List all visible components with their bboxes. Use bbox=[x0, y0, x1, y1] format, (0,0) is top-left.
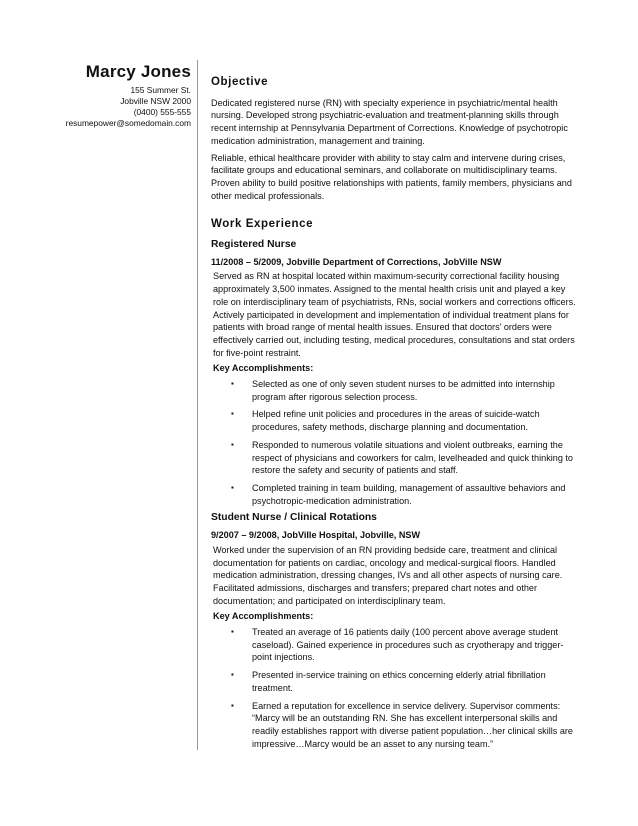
objective-paragraph: Dedicated registered nurse (RN) with specialty experience in psychiatric/mental health nursing. Developed strong psychiatric-evaluation and treatment-planning skills through recent internship at Pennsylvania Department of Corrections. Knowledge of psychotropic medication administration, management and training. bbox=[211, 97, 568, 146]
address-line-1: 155 Summer St. bbox=[130, 85, 191, 95]
address-line-2: Jobville NSW 2000 bbox=[120, 96, 191, 106]
bullet-icon: ▪ bbox=[231, 439, 234, 449]
objective-section bbox=[211, 76, 581, 202]
candidate-name: Marcy Jones bbox=[85, 62, 191, 81]
resume-body bbox=[211, 76, 581, 755]
job-title: Student Nurse / Clinical Rotations bbox=[211, 512, 377, 524]
accomplishment-text: Treated an average of 16 patients daily (100 percent above average student caseload). Gained experience in procedures such as cryotherapy and trigger-point injections. bbox=[252, 627, 564, 663]
job-title: Registered Nurse bbox=[211, 239, 297, 251]
accomplishments-list bbox=[211, 626, 581, 750]
bullet-icon: ▪ bbox=[231, 409, 234, 419]
accomplishments-list bbox=[211, 378, 581, 507]
bullet-icon: ▪ bbox=[231, 700, 234, 710]
job-dates-employer: 9/2007 – 9/2008, JobVille Hospital, Jobville, NSW bbox=[211, 530, 421, 541]
accomplishment-text: Helped refine unit policies and procedures in the areas of suicide-watch procedures, safety methods, discharge planning and documentation. bbox=[252, 409, 540, 433]
accomplishment-text: Completed training in team building, management of assaultive behaviors and psychotropic-medication administration. bbox=[252, 482, 566, 506]
list-item bbox=[211, 482, 581, 507]
list-item bbox=[211, 378, 581, 403]
list-item bbox=[211, 700, 581, 751]
objective-heading: Objective bbox=[211, 76, 269, 88]
job-dates-employer: 11/2008 – 5/2009, Jobville Department of Corrections, JobVille NSW bbox=[211, 256, 502, 267]
accomplishment-text: Responded to numerous volatile situations and violent outbreaks, earning the respect of physicians and coworkers for calm, levelheaded and quick thinking to restore the safety and security of patients and staff. bbox=[252, 439, 573, 476]
email-address: resumepower@somedomain.com bbox=[65, 118, 191, 128]
accomplishment-text: Earned a reputation for excellence in service delivery. Supervisor comments: “Marcy will be an outstanding RN. She has excellent interpersonal skills and readily establishes rapport with diverse patient population…her clinical skills are impressive…Marcy would be an asset to any nursing team.” bbox=[252, 700, 573, 749]
bullet-icon: ▪ bbox=[231, 627, 234, 637]
work-experience-section bbox=[211, 218, 581, 750]
accomplishment-text: Presented in-service training on ethics concerning elderly atrial fibrillation treatment. bbox=[252, 670, 546, 693]
list-item bbox=[211, 626, 581, 664]
job-description: Worked under the supervision of an RN providing bedside care, treatment and clinical documentation for patients on cardiac, oncology and medical-surgical floors. Handled medication administration, dressing changes, IVs and all other aspects of nursing care. Facilitated admissions, discharges and transfers; prepared chart notes and other documentation; and participated on interdisciplinary team. bbox=[213, 544, 563, 606]
contact-block bbox=[0, 62, 191, 129]
phone-number: (0400) 555-555 bbox=[133, 107, 191, 117]
list-item bbox=[211, 669, 581, 694]
accomplishment-text: Selected as one of only seven student nurses to be admitted into internship program after rigorous selection process. bbox=[252, 379, 555, 402]
list-item bbox=[211, 439, 581, 477]
job-description: Served as RN at hospital located within maximum-security correctional facility housing approximately 3,500 inmates. Assigned to the mental health crisis unit and played a key role on interdisciplinary team of psychiatrists, RNs, social workers and corrections officers. Actively participated in development and implementation of individual treatment plans for patients with broad range of mental health issues. Ensured that doctors’ orders were effectively carried out, including testing, medical procedures, consultations and stat orders for five-point restraint. bbox=[213, 271, 576, 358]
accomplishments-label: Key Accomplishments: bbox=[213, 611, 314, 622]
bullet-icon: ▪ bbox=[231, 482, 234, 492]
list-item bbox=[211, 408, 581, 433]
objective-paragraph: Reliable, ethical healthcare provider with ability to stay calm and intervene during crises, facilitate groups and educational seminars, and collaborate on multidisciplinary teams. Proven ability to build positive relationships with patients, family members, physicians and other medical professionals. bbox=[211, 152, 572, 201]
job-entry bbox=[211, 512, 581, 750]
vertical-divider bbox=[197, 60, 198, 750]
bullet-icon: ▪ bbox=[231, 670, 234, 680]
accomplishments-label: Key Accomplishments: bbox=[213, 363, 314, 374]
work-experience-heading: Work Experience bbox=[211, 218, 314, 231]
job-entry bbox=[211, 239, 581, 507]
bullet-icon: ▪ bbox=[231, 379, 234, 389]
